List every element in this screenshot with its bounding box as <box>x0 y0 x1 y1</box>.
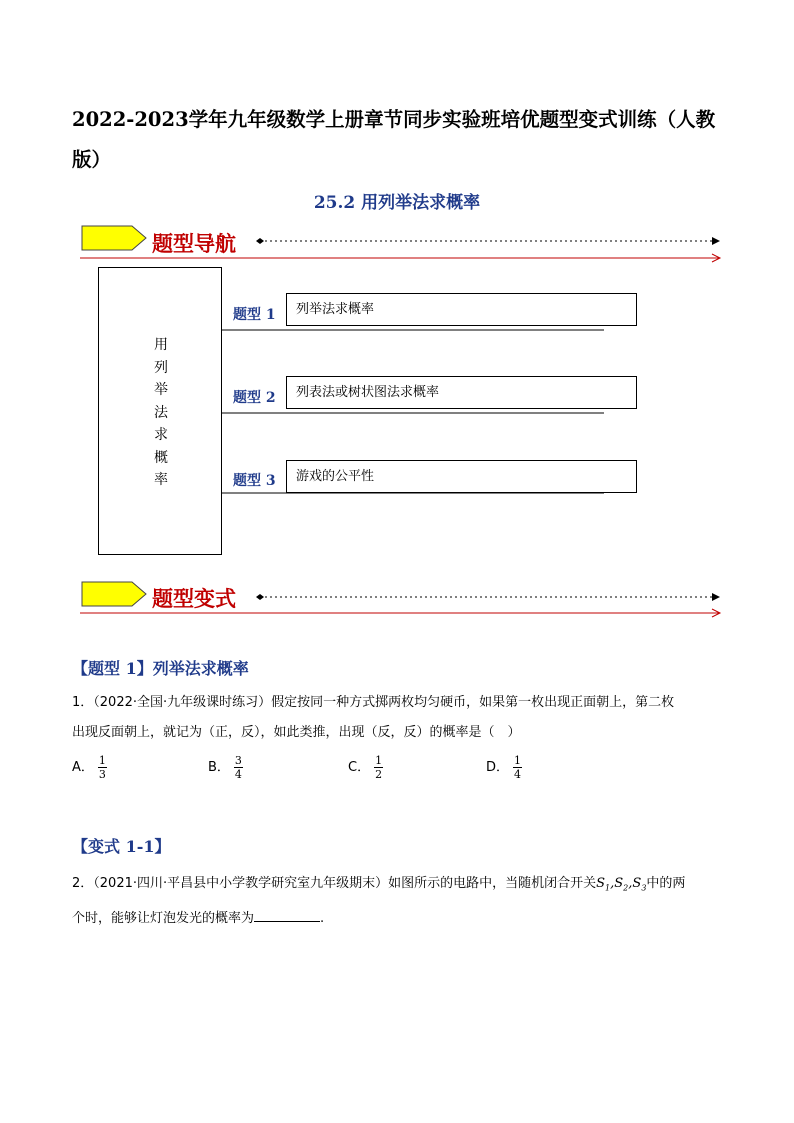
fraction: $\frac{1}{2}$ <box>375 754 383 781</box>
diamond-icon <box>256 238 264 244</box>
char: 列 <box>154 359 168 376</box>
answer-blank[interactable] <box>254 907 320 922</box>
type-2-box[interactable]: 列表法或树状图法求概率 <box>286 376 637 409</box>
switch-labels: $S_1,S_2,S_3$ <box>596 876 647 893</box>
type-3-label: 题型 3 <box>233 473 276 489</box>
question-1 <box>72 688 732 748</box>
banner-tag-icon <box>82 582 146 606</box>
banner-tag-icon <box>82 226 146 250</box>
char: 用 <box>154 337 168 353</box>
char: 求 <box>154 427 168 443</box>
type-1-box[interactable]: 列举法求概率 <box>286 293 637 326</box>
nav-main-label <box>152 334 170 492</box>
fraction: $\frac{3}{4}$ <box>234 754 242 781</box>
char: 举 <box>154 382 168 398</box>
option-c[interactable]: C． $\frac{1}{2}$ <box>348 754 383 781</box>
type-1-label: 题型 1 <box>233 307 276 323</box>
fraction: $\frac{1}{4}$ <box>514 754 522 781</box>
question-1-line-2: 出现反面朝上，就记为（正，反），如此类推，出现（反，反）的概率是（ ） <box>72 725 521 740</box>
type-3-box[interactable]: 游戏的公平性 <box>286 460 637 493</box>
question-2-line-2: 个时，能够让灯泡发光的概率为 . <box>72 904 732 934</box>
question-2 <box>72 869 732 934</box>
option-d[interactable]: D． $\frac{1}{4}$ <box>486 754 522 781</box>
nav-banner-title: 题型导航 <box>152 232 236 256</box>
arrow-icon <box>712 237 720 245</box>
char: 法 <box>154 404 168 421</box>
diamond-icon <box>256 594 264 600</box>
fraction: $\frac{1}{3}$ <box>98 754 106 781</box>
arrow-icon <box>712 593 720 601</box>
char: 概 <box>154 449 168 466</box>
option-a[interactable]: A． $\frac{1}{3}$ <box>72 754 106 781</box>
variant-1-1-heading: 【变式 1-1】 <box>72 837 171 856</box>
document-title: 2022-2023学年九年级数学上册章节同步实验班培优题型变式训练（人教版） <box>72 108 716 171</box>
option-b[interactable]: B． $\frac{3}{4}$ <box>208 754 242 781</box>
variants-banner-title: 题型变式 <box>152 587 236 611</box>
question-1-line-1: 1．（2022·全国·九年级课时练习）假定按同一种方式掷两枚均匀硬币，如果第一枚出现正面朝上，第二枚 <box>72 695 675 710</box>
char: 率 <box>154 472 168 488</box>
type-2-label: 题型 2 <box>233 390 276 406</box>
section-1-heading: 【题型 1】列举法求概率 <box>72 659 249 678</box>
question-2-line-1: 2．（2021·四川·平昌县中小学教学研究室九年级期末）如图所示的电路中，当随机闭合开关$S_1,S_2,S_3$中的两 <box>72 876 686 893</box>
section-subtitle: 25.2 用列举法求概率 <box>313 193 481 213</box>
